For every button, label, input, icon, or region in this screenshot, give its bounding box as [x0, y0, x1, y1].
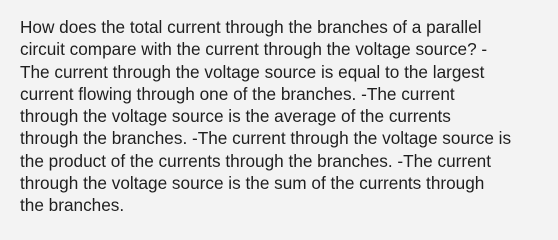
question-line: current flowing through one of the branches. -The current: [20, 83, 455, 104]
question-line: circuit compare with the current through the voltage source? -: [20, 39, 488, 60]
question-line: through the voltage source is the average of the currents: [20, 106, 451, 127]
question-line: the branches.: [20, 195, 125, 216]
question-line: through the voltage source is the sum of the currents through: [20, 173, 485, 194]
question-line: through the branches. -The current through the voltage source is: [20, 128, 512, 149]
question-line: the product of the currents through the branches. -The current: [20, 150, 492, 171]
question-line: How does the total current through the branches of a parallel: [20, 17, 482, 37]
question-line: The current through the voltage source is equal to the largest: [20, 61, 485, 82]
question-text: [20, 16, 544, 217]
